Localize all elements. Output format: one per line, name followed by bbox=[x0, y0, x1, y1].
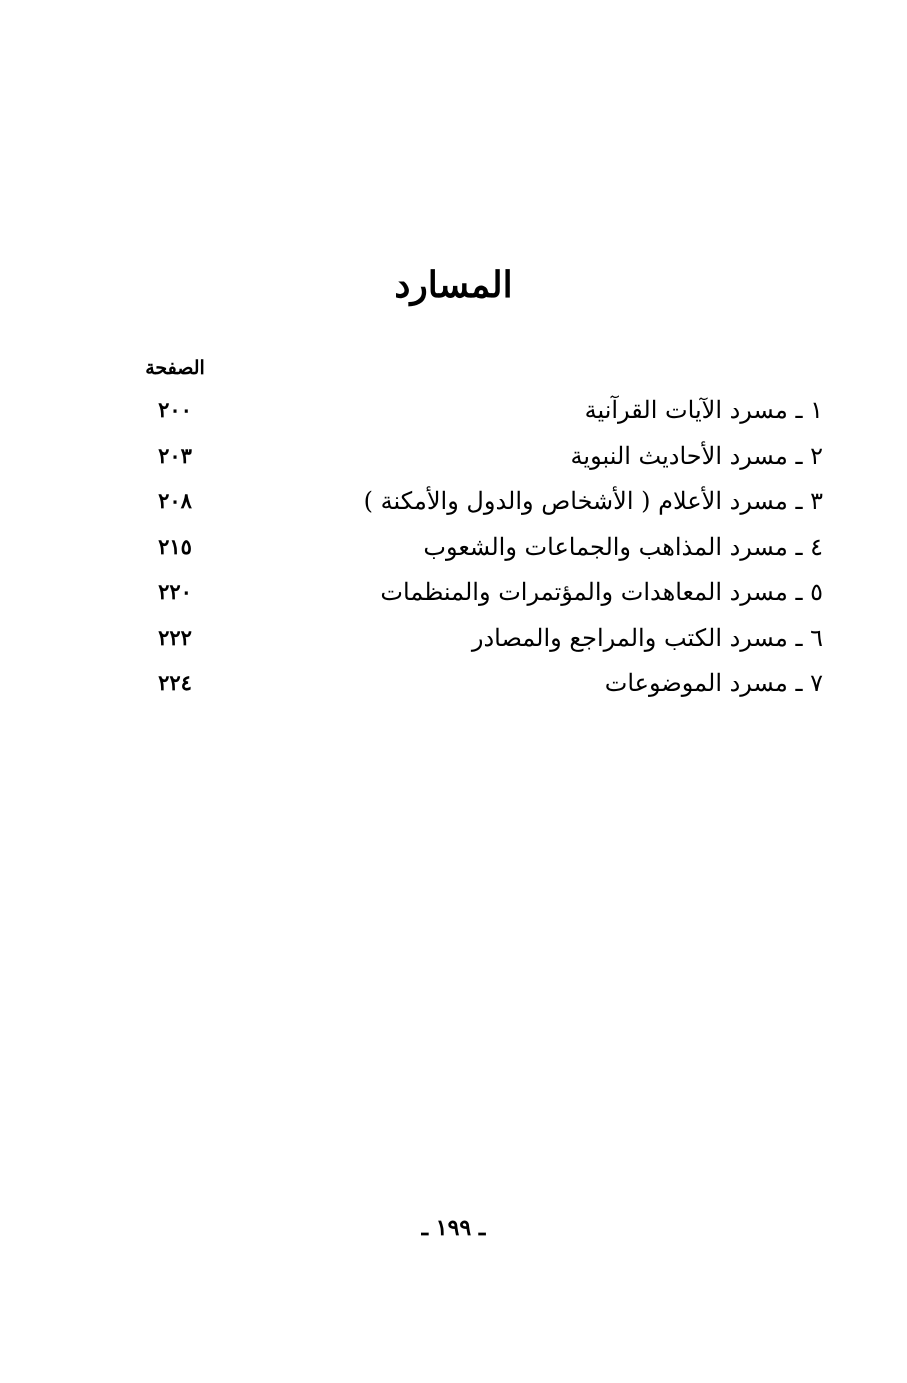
page-number: ـ ١٩٩ ـ bbox=[421, 1215, 486, 1241]
toc-entry-title: ١ ـ مسرد الآيات القرآنية bbox=[584, 396, 823, 424]
page-title: المسارد bbox=[394, 264, 513, 306]
toc-entry-page: ٢٢٢ bbox=[158, 624, 192, 650]
toc-entry-page: ٢١٥ bbox=[158, 533, 192, 559]
toc-entry-title: ٦ ـ مسرد الكتب والمراجع والمصادر bbox=[471, 623, 823, 652]
toc-entry[interactable] bbox=[0, 479, 907, 525]
page-column-header: الصفحة bbox=[145, 357, 205, 379]
toc-entry-page: ٢٢٤ bbox=[158, 670, 192, 695]
toc-entry-page: ٢٠٨ bbox=[158, 488, 192, 513]
toc-entry-title: ٥ ـ مسرد المعاهدات والمؤتمرات والمنظمات bbox=[380, 578, 823, 606]
toc-entry[interactable] bbox=[0, 616, 907, 662]
toc-entry-title: ٧ ـ مسرد الموضوعات bbox=[604, 669, 823, 697]
toc-entry[interactable] bbox=[0, 434, 907, 480]
table-of-contents bbox=[0, 388, 907, 707]
toc-entry-page: ٢٢٠ bbox=[158, 579, 192, 604]
toc-entry[interactable] bbox=[0, 525, 907, 571]
toc-entry-title: ٢ ـ مسرد الأحاديث النبوية bbox=[570, 441, 823, 470]
toc-entry[interactable] bbox=[0, 661, 907, 707]
toc-entry-page: ٢٠٠ bbox=[158, 397, 192, 422]
toc-entry[interactable] bbox=[0, 388, 907, 434]
toc-entry-page: ٢٠٣ bbox=[158, 442, 192, 468]
toc-entry-title: ٤ ـ مسرد المذاهب والجماعات والشعوب bbox=[423, 532, 823, 561]
toc-entry-title: ٣ ـ مسرد الأعلام ( الأشخاص والدول والأمكنة ) bbox=[363, 487, 823, 515]
toc-entry[interactable] bbox=[0, 570, 907, 616]
